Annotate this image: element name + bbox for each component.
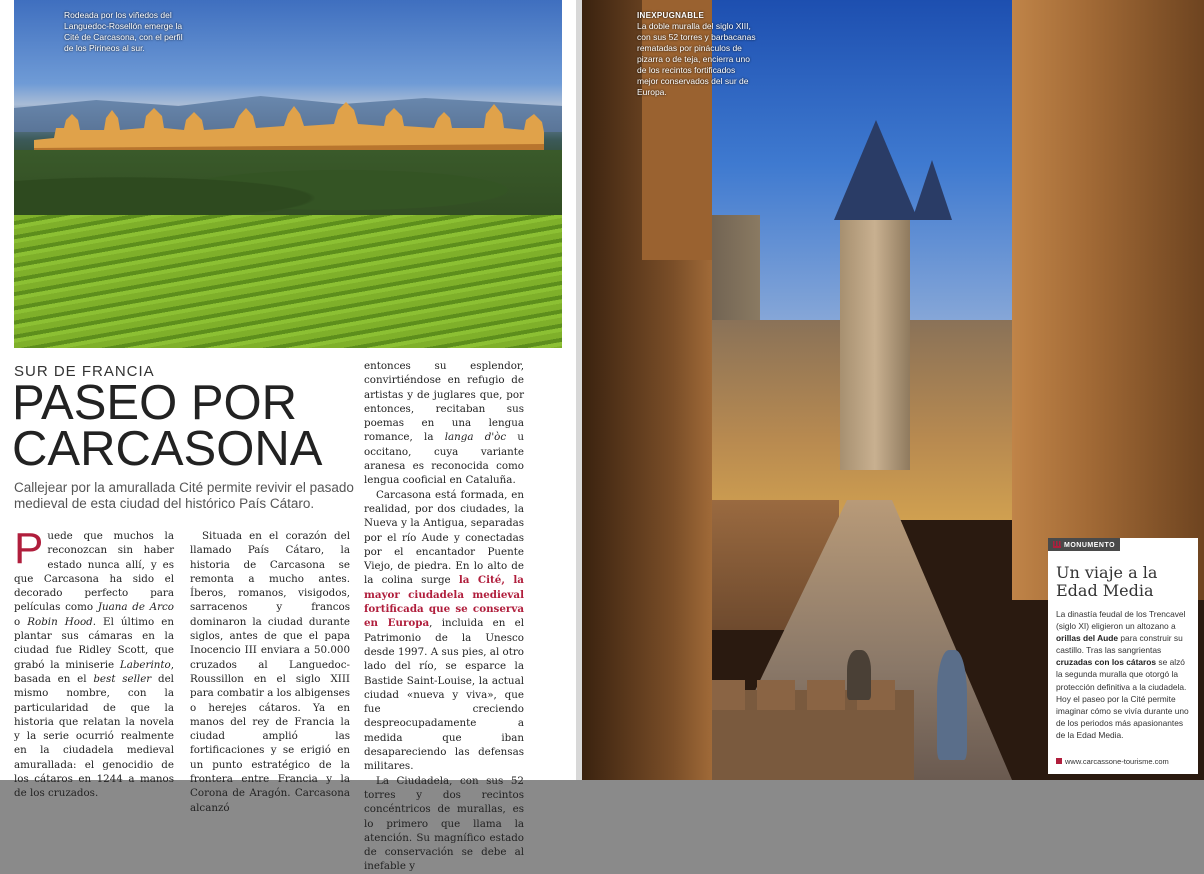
- col1-text: , basada en el: [14, 658, 174, 685]
- title-line-1: PASEO POR: [12, 376, 298, 430]
- section-kicker: SUR DE FRANCIA: [14, 363, 155, 380]
- right-photo-caption: [637, 10, 757, 98]
- col3-highlight: la Cité, la mayor ciudadela medieval fortificada que se conserva en Europa: [364, 574, 524, 630]
- col2-paragraph: Situada en el corazón del llamado País Cátaro, la historia de Carcasona se remonta a mucho antes. Íberos, romanos, visigodos, sarracenos y francos dominaron la ciudad durante siglos, antes de que el papa Inocencio III enviara a 50.000 cruzados al Languedoc-Roussillon en el siglo XIII para combatir a los albigenses o herejes cátaros. Ya en manos del rey de Francia la ciudad amplió las fortificaciones y se erigió en un punto estratégico de la frontera entre Francia y la Corona de Aragón. Carcasona alcanzó: [190, 530, 350, 814]
- col1-text: uede que muchos la reconozcan sin haber estado nunca allí, y es que Carcasona ha sido el decorado perfecto para películas como: [14, 530, 174, 614]
- col3-paragraph-3: La Ciudadela, con sus 52 torres y dos recintos concéntricos de murallas, es lo primero que llama la atención. Su magnífico estado de conservación se debe al inefable y: [364, 774, 524, 873]
- col3-paragraph-1: [364, 359, 524, 488]
- merlon: [807, 680, 845, 710]
- text-column-2: [190, 529, 350, 815]
- caption-text: La doble muralla del siglo XIII, con sus 52 torres y barbacanas rematadas por pináculos de pizarra o de teja, encierra uno de los recintos fortificados mejor conservados del sur de Europa.: [637, 21, 756, 97]
- website-url[interactable]: www.carcassone-tourisme.com: [1065, 757, 1169, 766]
- arch-right-wall: [1012, 0, 1204, 600]
- box-text-part: La dinastía feudal de los Trencavel (siglo XI) eligieron un altozano a: [1056, 609, 1186, 632]
- caption-title: INEXPUGNABLE: [637, 11, 705, 20]
- box-bold: orillas del Aude: [1056, 633, 1119, 644]
- merlon: [757, 680, 795, 710]
- col1-italic: Robin Hood: [27, 615, 93, 628]
- standing-person: [937, 650, 967, 760]
- monument-sidebar-box: [1048, 538, 1198, 774]
- col1-italic: Laberinto: [119, 658, 171, 671]
- title-line-2: CARCASONA: [12, 422, 323, 476]
- article-subtitle: Callejear por la amurallada Cité permite revivir el pasado medieval de esta ciudad del histórico País Cátaro.: [14, 480, 354, 511]
- box-text-part: para construir su castillo. Tras las sangrientas: [1056, 633, 1183, 656]
- photo-caption: Rodeada por los viñedos del Languedoc-Rosellón emerge la Cité de Carcasona, con el perfil de los Pirineos al sur.: [64, 10, 183, 53]
- col3-paragraph-2: [364, 488, 524, 774]
- seated-person: [847, 650, 871, 700]
- monument-tag: [1048, 538, 1120, 551]
- box-bold: cruzadas con los cátaros: [1056, 657, 1157, 668]
- text-column-1: [14, 524, 174, 801]
- col1-italic: best seller: [93, 672, 152, 685]
- vineyard-castle-photo: [14, 0, 562, 348]
- box-text-part: se alzó la segunda muralla que otorgó la protección definitiva a la ciudadela. Hoy el paseo por la Cité permite imaginar cómo se vivía durante uno de los periodos más apasionantes de la Edad Media.: [1056, 657, 1189, 740]
- monument-tag-label: MONUMENTO: [1064, 542, 1116, 549]
- col3-italic: langa d'òc: [444, 431, 507, 444]
- text-column-3: [364, 359, 524, 874]
- website-link[interactable]: [1056, 757, 1169, 766]
- col1-italic: Juana de Arco: [97, 601, 174, 614]
- box-text: [1056, 608, 1190, 741]
- col1-text: o: [14, 615, 28, 628]
- vineyard-rows: [14, 215, 562, 348]
- col3-text: Carcasona está formada, en realidad, por dos ciudades, la Nueva y la Antigua, separadas por el río Aude y conectadas por el encantador Puente Viejo, de piedra. En lo alto de la colina surge: [364, 488, 524, 587]
- col3-text: entonces su esplendor, convirtiéndose en refugio de artistas y de juglares que, por entonces, recitaban sus poemas en una lengua romance, la: [364, 360, 524, 444]
- col3-text: , incluida en el Patrimonio de la Unesco desde 1997. A sus pies, al otro lado del río, se esparce la Bastide Saint-Louise, la actual ciudad «nueva y viva», que fue creciendo despreocupadamente a medida que iban desapareciendo las defensas militares.: [364, 617, 524, 773]
- article-title: [12, 376, 352, 476]
- col3-text: u occitano, cuya variante aranesa es reconocida como lengua cooficial en Cataluña.: [364, 431, 524, 487]
- left-page: [0, 0, 576, 873]
- drop-cap: P: [14, 524, 44, 573]
- box-title: Un viaje a la Edad Media: [1056, 563, 1158, 600]
- monument-icon: [1053, 541, 1061, 548]
- col1-text: . El último en plantar sus cámaras en la ciudad fue Ridley Scott, que grabó la miniserie: [14, 615, 174, 671]
- link-bullet-icon: [1056, 758, 1062, 764]
- col1-text: del mismo nombre, con la particularidad de que la historia que relatan la novela y la serie ocurrió realmente en la ciudadela medieval amurallada: el genocidio de los cátaros en 1244 a manos de los cruzados.: [14, 672, 174, 800]
- merlon: [707, 680, 745, 710]
